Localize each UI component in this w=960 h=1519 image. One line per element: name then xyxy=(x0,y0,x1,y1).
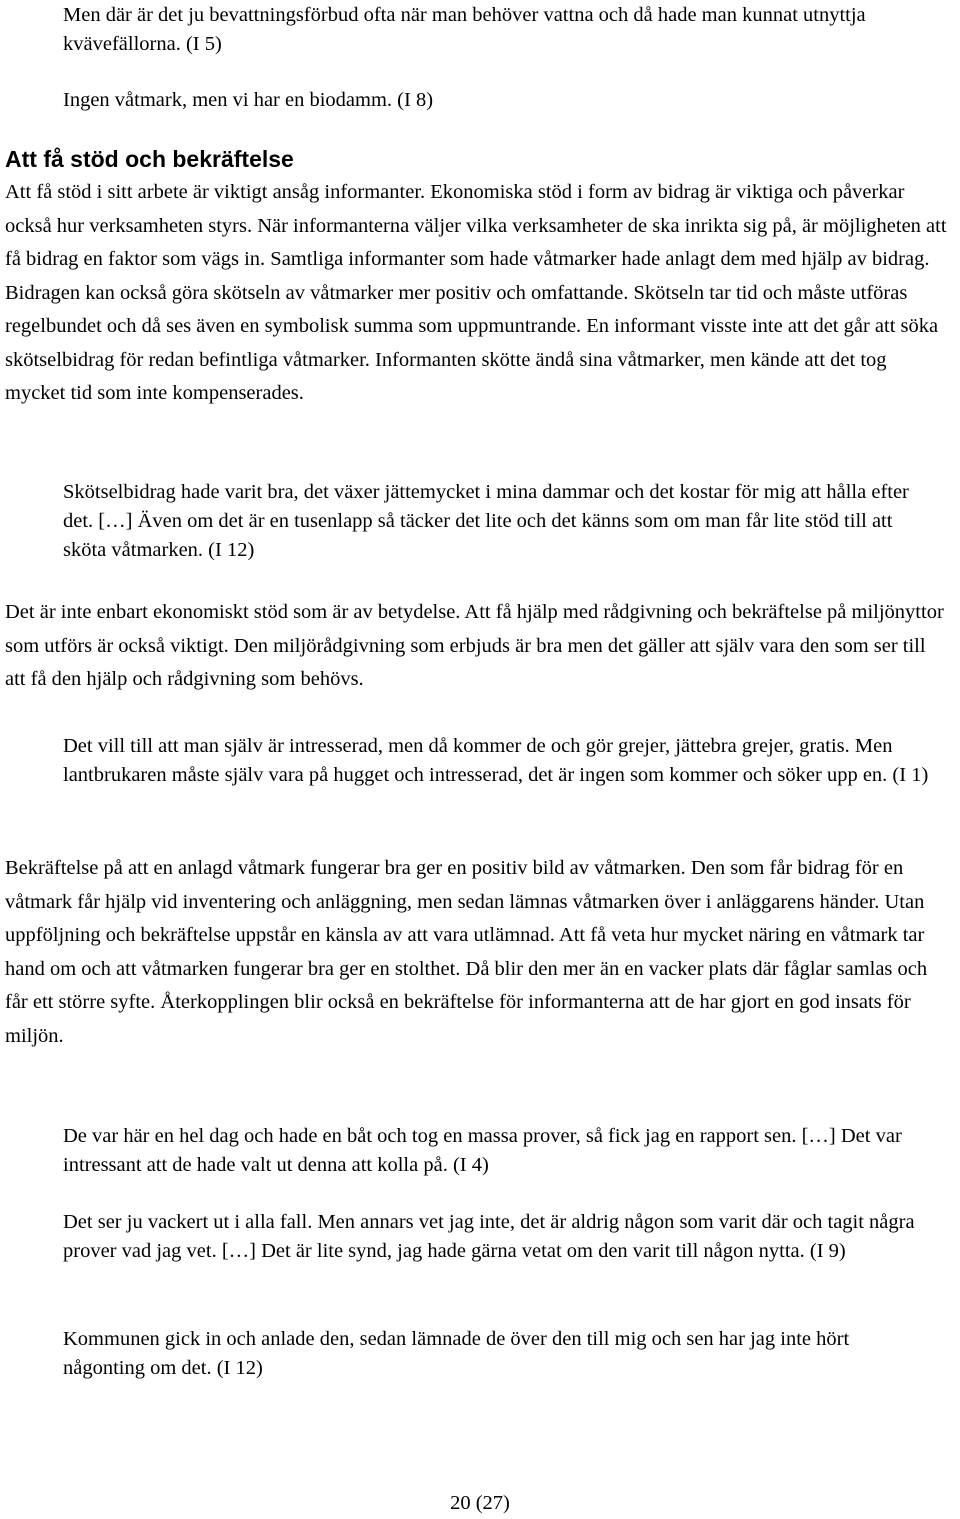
page-number: 20 (27) xyxy=(450,1492,510,1514)
interview-quote: Det vill till att man själv är intresserad, men då kommer de och gör grejer, jättebra grejer, gratis. Men lantbrukaren måste själv vara på hugget och intresserad, det är ingen som kommer och söker upp en. (I 1) xyxy=(63,735,929,786)
interview-quote: Skötselbidrag hade varit bra, det växer jättemycket i mina dammar och det kostar för mig att hålla efter det. […] Även om det är en tusenlapp så täcker det lite och det känns som om man får lite stöd till att sköta våtmarken. (I 12) xyxy=(63,481,909,561)
interview-quote: Det ser ju vackert ut i alla fall. Men annars vet jag inte, det är aldrig någon som varit där och tagit några prover vad jag vet. […] Det är lite synd, jag hade gärna vetat om den varit till någon nytta. (I 9) xyxy=(63,1211,915,1262)
interview-quote: De var här en hel dag och hade en båt och tog en massa prover, så fick jag en rapport sen. […] Det var intressant att de hade valt ut denna att kolla på. (I 4) xyxy=(63,1125,902,1176)
body-paragraph: Bekräftelse på att en anlagd våtmark fungerar bra ger en positiv bild av våtmarken. Den som får bidrag för en våtmark får hjälp vid inventering och anläggning, men sedan lämnas våtmarken över i anläggarens händer. Utan uppföljning och bekräftelse uppstår en känsla av att vara utlämnad. Att få veta hur mycket näring en våtmark tar hand om och att våtmarken fungerar bra ger en stolthet. Då blir den mer än en vacker plats där fåglar samlas och får ett större syfte. Återkopplingen blir också en bekräftelse för informanterna att de har gjort en god insats för miljön. xyxy=(5,857,928,1047)
interview-quote: Ingen våtmark, men vi har en biodamm. (I 8) xyxy=(63,89,434,111)
body-paragraph: Att få stöd i sitt arbete är viktigt ansåg informanter. Ekonomiska stöd i form av bidrag är viktiga och påverkar också hur verksamheten styrs. När informanterna väljer vilka verksamheter de ska inrikta sig på, är möjligheten att få bidrag en faktor som vägs in. Samtliga informanter som hade våtmarker hade anlagt dem med hjälp av bidrag. Bidragen kan också göra skötseln av våtmarker mer positiv och omfattande. Skötseln tar tid och måste utföras regelbundet och då ses även en symbolisk summa som uppmuntrande. En informant visste inte att det går att söka skötselbidrag för redan befintliga våtmarker. Informanten skötte ändå sina våtmarker, men kände att det tog mycket tid som inte kompenserades. xyxy=(5,181,947,404)
interview-quote: Kommunen gick in och anlade den, sedan lämnade de över den till mig och sen har jag inte hört någonting om det. (I 12) xyxy=(63,1328,850,1379)
interview-quote: Men där är det ju bevattningsförbud ofta när man behöver vattna och då hade man kunnat utnyttja kvävefällorna. (I 5) xyxy=(63,4,866,55)
section-heading: Att få stöd och bekräftelse xyxy=(5,146,294,172)
body-paragraph: Det är inte enbart ekonomiskt stöd som är av betydelse. Att få hjälp med rådgivning och bekräftelse på miljönyttor som utförs är också viktigt. Den miljörådgivning som erbjuds är bra men det gäller att själv vara den som ser till att få den hjälp och rådgivning som behövs. xyxy=(5,601,944,690)
